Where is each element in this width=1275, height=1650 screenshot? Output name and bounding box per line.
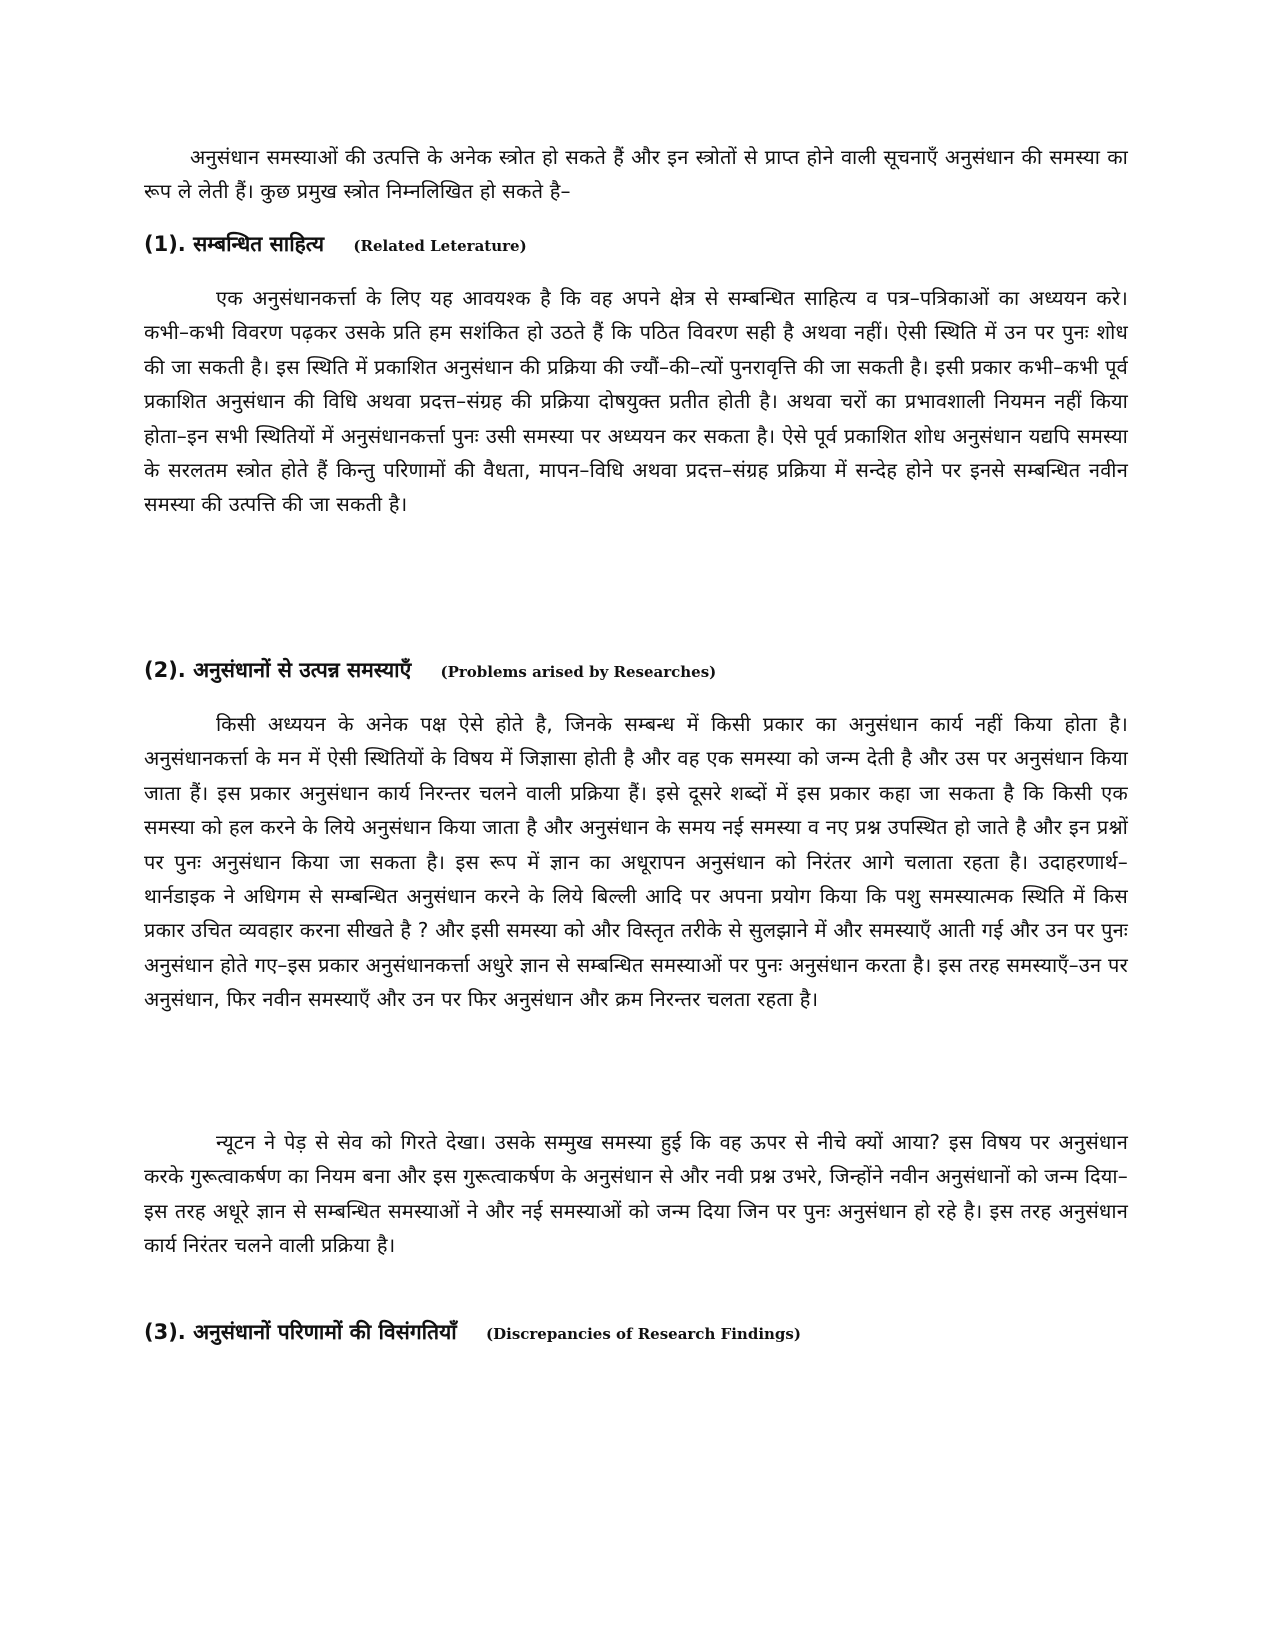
section-3-heading <box>144 1318 801 1346</box>
section-1-number: (1). <box>144 232 186 256</box>
section-2-number: (2). <box>144 658 186 682</box>
section-1-paragraph-1: एक अनुसंधानकर्त्ता के लिए यह आवयश्क है कि वह अपने क्षेत्र से सम्बन्धित साहित्य व पत्र–पत्रिकाओं का अध्ययन करे। कभी–कभी विवरण पढ़कर उसके प्रति हम सशंकित हो उठते हैं कि पठित विवरण सही है अथवा नहीं। ऐसी स्थिति में उन पर पुनः शोध की जा सकती है। इस स्थिति में प्रकाशित अनुसंधान की प्रक्रिया की ज्यौं–की–त्यों पुनरावृत्ति की जा सकती है। इसी प्रकार कभी–कभी पूर्व प्रकाशित अनुसंधान की विधि अथवा प्रदत्त–संग्रह की प्रक्रिया दोषयुक्त प्रतीत होती है। अथवा चरों का प्रभावशाली नियमन नहीं किया होता–इन सभी स्थितियों में अनुसंधानकर्त्ता पुनः उसी समस्या पर अध्ययन कर सकता है। ऐसे पूर्व प्रकाशित शोध अनुसंधान यद्यपि समस्या के सरलतम स्त्रोत होते हैं किन्तु परिणामों की वैधता, मापन–विधि अथवा प्रदत्त–संग्रह प्रक्रिया में सन्देह होने पर इनसे सम्बन्धित नवीन समस्या की उत्पत्ति की जा सकती है। <box>144 286 1128 517</box>
section-3-number: (3). <box>144 1320 186 1344</box>
section-1-title-english: (Related Leterature) <box>353 237 527 255</box>
section-2-paragraph-1: किसी अध्ययन के अनेक पक्ष ऐसे होते है, जिनके सम्बन्ध में किसी प्रकार का अनुसंधान कार्य नहीं किया होता है। अनुसंधानकर्त्ता के मन में ऐसी स्थितियों के विषय में जिज्ञासा होती है और वह एक समस्या को जन्म देती है और उस पर अनुसंधान किया जाता हैं। इस प्रकार अनुसंधान कार्य निरन्तर चलने वाली प्रक्रिया हैं। इसे दूसरे शब्दों में इस प्रकार कहा जा सकता है कि किसी एक समस्या को हल करने के लिये अनुसंधान किया जाता है और अनुसंधान के समय नई समस्या व नए प्रश्न उपस्थित हो जाते है और इन प्रश्नों पर पुनः अनुसंधान किया जा सकता है। इस रूप में ज्ञान का अधूरापन अनुसंधान को निरंतर आगे चलाता रहता है। उदाहरणार्थ– थार्नडाइक ने अधिगम से सम्बन्धित अनुसंधान करने के लिये बिल्ली आदि पर अपना प्रयोग किया कि पशु समस्यात्मक स्थिति में किस प्रकार उचित व्यवहार करना सीखते है ? और इसी समस्या को और विस्तृत तरीके से सुलझाने में और समस्याएँ आती गई और उन पर पुनः अनुसंधान होते गए–इस प्रकार अनुसंधानकर्त्ता अधुरे ज्ञान से सम्बन्धित समस्याओं पर पुनः अनुसंधान करता है। इस तरह समस्याएँ–उन पर अनुसंधान, फिर नवीन समस्याएँ और उन पर फिर अनुसंधान और क्रम निरन्तर चलता रहता है। <box>144 712 1128 1012</box>
section-1-title-hindi: सम्बन्धित साहित्य <box>193 232 325 256</box>
section-3-title-hindi: अनुसंधानों परिणामों की विसंगतियाँ <box>193 1320 457 1344</box>
section-2-paragraph-2: न्यूटन ने पेड़ से सेव को गिरते देखा। उसके सम्मुख समस्या हुई कि वह ऊपर से नीचे क्यों आया? इस विषय पर अनुसंधान करके गुरूत्वाकर्षण का नियम बना और इस गुरूत्वाकर्षण के अनुसंधान से और नवी प्रश्न उभरे, जिन्होंने नवीन अनुसंधानों को जन्म दिया– इस तरह अधूरे ज्ञान से सम्बन्धित समस्याओं ने और नई समस्याओं को जन्म दिया जिन पर पुनः अनुसंधान हो रहे है। इस तरह अनुसंधान कार्य निरंतर चलने वाली प्रक्रिया है। <box>144 1130 1128 1258</box>
intro-paragraph: अनुसंधान समस्याओं की उत्पत्ति के अनेक स्त्रोत हो सकते हैं और इन स्त्रोतों से प्राप्त होने वाली सूचनाएँ अनुसंधान की समस्या का रूप ले लेती हैं। कुछ प्रमुख स्त्रोत निम्नलिखित हो सकते है– <box>144 145 1128 204</box>
section-2-heading <box>144 656 716 684</box>
section-2-title-hindi: अनुसंधानों से उत्पन्न समस्याएँ <box>193 658 412 682</box>
section-2-title-english: (Problems arised by Researches) <box>440 663 717 681</box>
section-3-title-english: (Discrepancies of Research Findings) <box>486 1325 801 1343</box>
section-1-heading <box>144 230 527 258</box>
